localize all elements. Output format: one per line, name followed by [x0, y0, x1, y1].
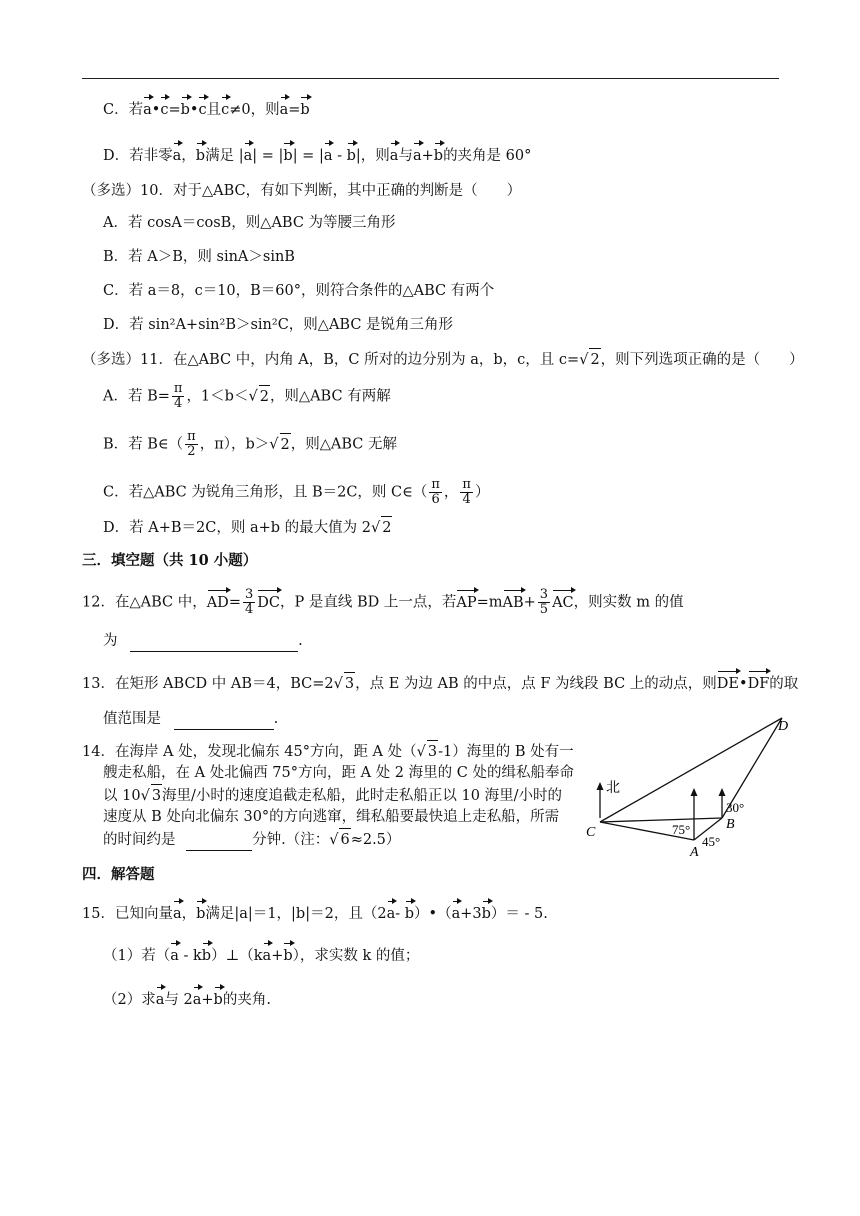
fraction-pi-6: $\frac{\pi}{6}$: [431, 477, 440, 507]
answer-blank[interactable]: [174, 713, 274, 730]
vector-b: b: [482, 900, 491, 925]
q11-option-a: A．若 B= $\frac{\pi}{4}$ ，1＜b＜√ 2，则△ABC 有两解: [103, 381, 391, 411]
vector-dc: DC: [257, 589, 280, 614]
section-heading-solutions: 四．解答题: [82, 866, 155, 883]
section-heading-fill-in: 三．填空题（共 10 小题）: [82, 552, 258, 569]
q12-line1: 12．在△ABC 中，AD= $\frac{3}{4}$ DC，P 是直线 BD 上一点，若AP=mAB+ $\frac{3}{5}$ AC，则实数 m 的值: [82, 587, 684, 617]
vector-b: b: [196, 900, 205, 925]
q11-option-c: C．若△ABC 为锐角三角形，且 B＝2C，则 C∈（ $\frac{\pi}{6}$ ， $\frac{\pi}{4}$ ）: [103, 477, 490, 507]
fraction-pi-4: $\frac{\pi}{4}$: [462, 477, 471, 507]
vector-a: a: [170, 942, 179, 967]
vector-a: a: [143, 96, 152, 121]
q13-line1: 13．在矩形 ABCD 中 AB＝4，BC=2√ 3，点 E 为边 AB 的中点，点 F 为线段 BC 上的动点，则DE•DF的取: [82, 670, 798, 695]
q12-line2: 为 .: [103, 630, 303, 652]
vector-a: a: [413, 142, 422, 167]
q14-line5: 的时间约是 分钟.（注：√ 6≈2.5）: [103, 828, 400, 851]
header-rule: [82, 78, 779, 79]
q10-option-b: B．若 A＞B，则 sinA＞sinB: [103, 249, 295, 265]
vector-a: a: [280, 96, 289, 121]
vector-ap: AP: [456, 589, 476, 614]
q10-option-a: A．若 cosA＝cosB，则△ABC 为等腰三角形: [103, 215, 396, 231]
vector-a: a: [452, 900, 461, 925]
q13-line2: 值范围是 .: [103, 708, 278, 730]
norm-equality: |a| = |b| = |a - b|: [239, 148, 361, 164]
vector-a: a: [173, 142, 182, 167]
vector-a: a: [173, 900, 182, 925]
q11-option-d: D．若 A+B＝2C，则 a+b 的最大值为 2√ 2: [103, 516, 392, 539]
segment-cb: [600, 818, 722, 822]
answer-blank[interactable]: [130, 635, 298, 652]
vector-de: DE: [717, 670, 739, 695]
vector-a: a: [390, 142, 399, 167]
vector-ac: AC: [552, 589, 574, 614]
q14-geometry-figure: [582, 710, 802, 860]
angle-30: 30°: [726, 800, 745, 815]
label-b: B: [726, 817, 735, 832]
vector-b: b: [283, 942, 292, 967]
label-a: A: [690, 845, 699, 860]
vector-df: DF: [748, 670, 770, 695]
answer-blank[interactable]: [186, 834, 252, 851]
vector-b: b: [300, 96, 309, 121]
fraction-pi-4: $\frac{\pi}{4}$: [173, 381, 183, 411]
q15-stem: 15．已知向量a，b满足|a|＝1，|b|＝2，且（2a- b）•（a+3b）＝ - 5.: [82, 900, 548, 925]
vector-a: a: [263, 942, 272, 967]
vector-b: b: [181, 96, 190, 121]
angle-75: 75°: [672, 822, 691, 837]
vector-c: c: [221, 96, 229, 121]
vector-ab: AB: [503, 589, 524, 614]
segment-cd: [600, 718, 782, 822]
vector-b: b: [214, 986, 223, 1011]
q10-stem: （多选）10．对于△ABC，有如下判断，其中正确的判断是（ ）: [82, 183, 522, 199]
q9-option-c: C．若a•c=b•c且c≠0，则a=b: [103, 96, 310, 121]
q10-option-c: C．若 a＝8，c＝10，B＝60°，则符合条件的△ABC 有两个: [103, 283, 495, 299]
q11-option-b: B．若 B∈（ $\frac{\pi}{2}$ ，π），b＞√ 2，则△ABC 无解: [103, 429, 398, 459]
q14-line1: 14．在海岸 A 处，发现北偏东 45°方向，距 A 处（√ 3-1）海里的 B 处有一: [82, 740, 574, 763]
label-north: 北: [606, 781, 620, 796]
vector-c: c: [198, 96, 206, 121]
fraction-pi-2: $\frac{\pi}{2}$: [187, 429, 196, 459]
q15-part1: （1）若（a - kb）⊥（ka+b），求实数 k 的值；: [103, 942, 419, 967]
vector-b: b: [202, 942, 211, 967]
vector-a: a: [156, 986, 165, 1011]
q14-line2: 艘走私船，在 A 处北偏西 75°方向，距 A 处 2 海里的 C 处的缉私船奉命: [103, 765, 574, 781]
q11-stem: （多选）11．在△ABC 中，内角 A，B，C 所对的边分别为 a，b，c，且 c=√ 2，则下列选项正确的是（ ）: [82, 348, 804, 371]
vector-a: a: [193, 986, 202, 1011]
fraction-3-4: $\frac{3}{4}$: [244, 587, 254, 617]
vector-a: a: [387, 900, 396, 925]
q9-option-d: D．若非零a，b满足 |a| = |b| = |a - b|，则a与a+b的夹角是 60°: [103, 142, 531, 167]
angle-45: 45°: [702, 834, 721, 849]
vector-c: c: [160, 96, 168, 121]
q10-option-d: D．若 sin²A+sin²B＞sin²C，则△ABC 是锐角三角形: [103, 317, 454, 333]
vector-b: b: [196, 142, 205, 167]
vector-ad: AD: [207, 589, 229, 614]
label-d: D: [778, 719, 789, 734]
vector-b: b: [405, 900, 414, 925]
q14-line4: 速度从 B 处向北偏东 30°的方向逃窜，缉私船要最快追上走私船，所需: [103, 809, 560, 825]
q14-line3: 以 10√ 3海里/小时的速度追截走私船，此时走私船正以 10 海里/小时的: [103, 784, 562, 807]
label-c: C: [586, 825, 596, 840]
vector-b: b: [434, 142, 443, 167]
fraction-3-5: $\frac{3}{5}$: [539, 587, 549, 617]
q15-part2: （2）求a与 2a+b的夹角.: [103, 986, 271, 1011]
